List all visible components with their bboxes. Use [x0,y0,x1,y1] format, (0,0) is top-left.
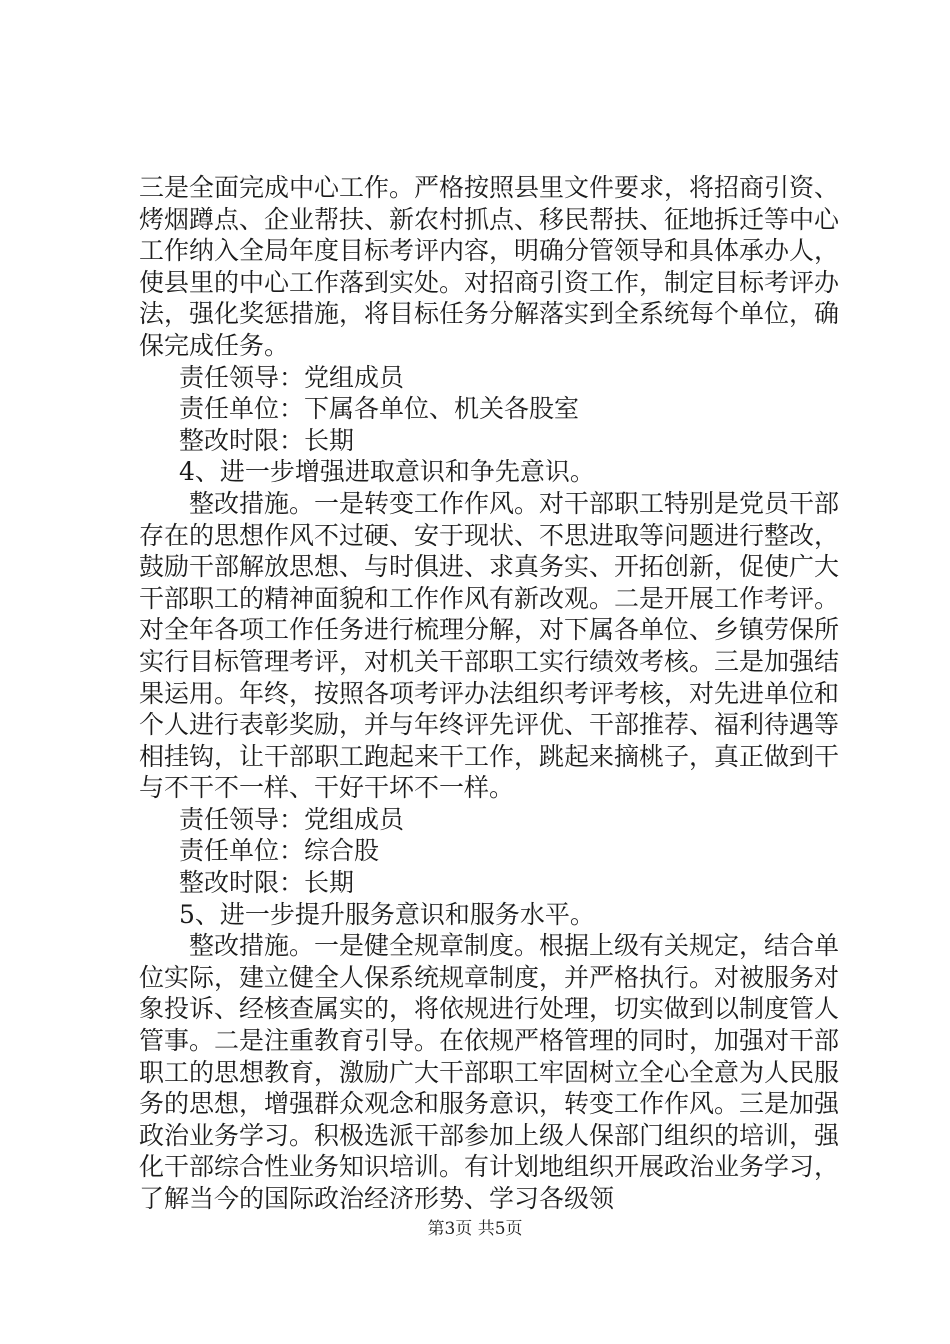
section-heading-4: 4、进一步增强进取意识和争先意识。 [179,457,595,487]
rectification-deadline: 整改时限：长期 [179,425,355,455]
responsible-unit: 责任单位：综合股 [179,836,380,866]
paragraph-measures-4: 整改措施。一是转变工作作风。对干部职工特别是党员干部存在的思想作风不过硬、安于现状、不思进取等问题进行整改，鼓励干部解放思想、与时俱进、求真务实、开拓创新，促使广大干部职工的精神面貌和工作作风有新改观。二是开展工作考评。对全年各项工作任务进行梳理分解，对下属各单位、乡镇劳保所实行目标管理考评，对机关干部职工实行绩效考核。三是加强结果运用。年终，按照各项考评办法组织考评考核，对先进单位和个人进行表彰奖励，并与年终评先评优、干部推荐、福利待遇等相挂钩，让干部职工跑起来干工作，跳起来摘桃子，真正做到干与不干不一样、干好干坏不一样。 [139,488,840,803]
section-heading-5: 5、进一步提升服务意识和服务水平。 [179,899,595,929]
responsible-leader: 责任领导：党组成员 [179,804,405,834]
paragraph-measures-5: 整改措施。一是健全规章制度。根据上级有关规定，结合单位实际，建立健全人保系统规章制度，并严格执行。对被服务对象投诉、经核查属实的，将依规进行处理，切实做到以制度管人管事。二是注重教育引导。在依规严格管理的同时，加强对干部职工的思想教育，激励广大干部职工牢固树立全心全意为人民服务的思想，增强群众观念和服务意识，转变工作作风。三是加强政治业务学习。积极选派干部参加上级人保部门组织的培训，强化干部综合性业务知识培训。有计划地组织开展政治业务学习，了解当今的国际政治经济形势、学习各级领 [139,931,840,1213]
responsible-unit: 责任单位：下属各单位、机关各股室 [179,394,580,424]
paragraph-central-work: 三是全面完成中心工作。严格按照县里文件要求，将招商引资、烤烟蹲点、企业帮扶、新农村抓点、移民帮扶、征地拆迁等中心工作纳入全局年度目标考评内容，明确分管领导和具体承办人，使县里的中心工作落到实处。对招商引资工作，制定目标考评办法，强化奖惩措施，将目标任务分解落实到全系统每个单位，确保完成任务。 [139,173,840,360]
page-number-footer: 第3页 共5页 [427,1219,523,1239]
responsible-leader: 责任领导：党组成员 [179,362,405,392]
rectification-deadline: 整改时限：长期 [179,868,355,898]
body-text [139,172,839,1215]
